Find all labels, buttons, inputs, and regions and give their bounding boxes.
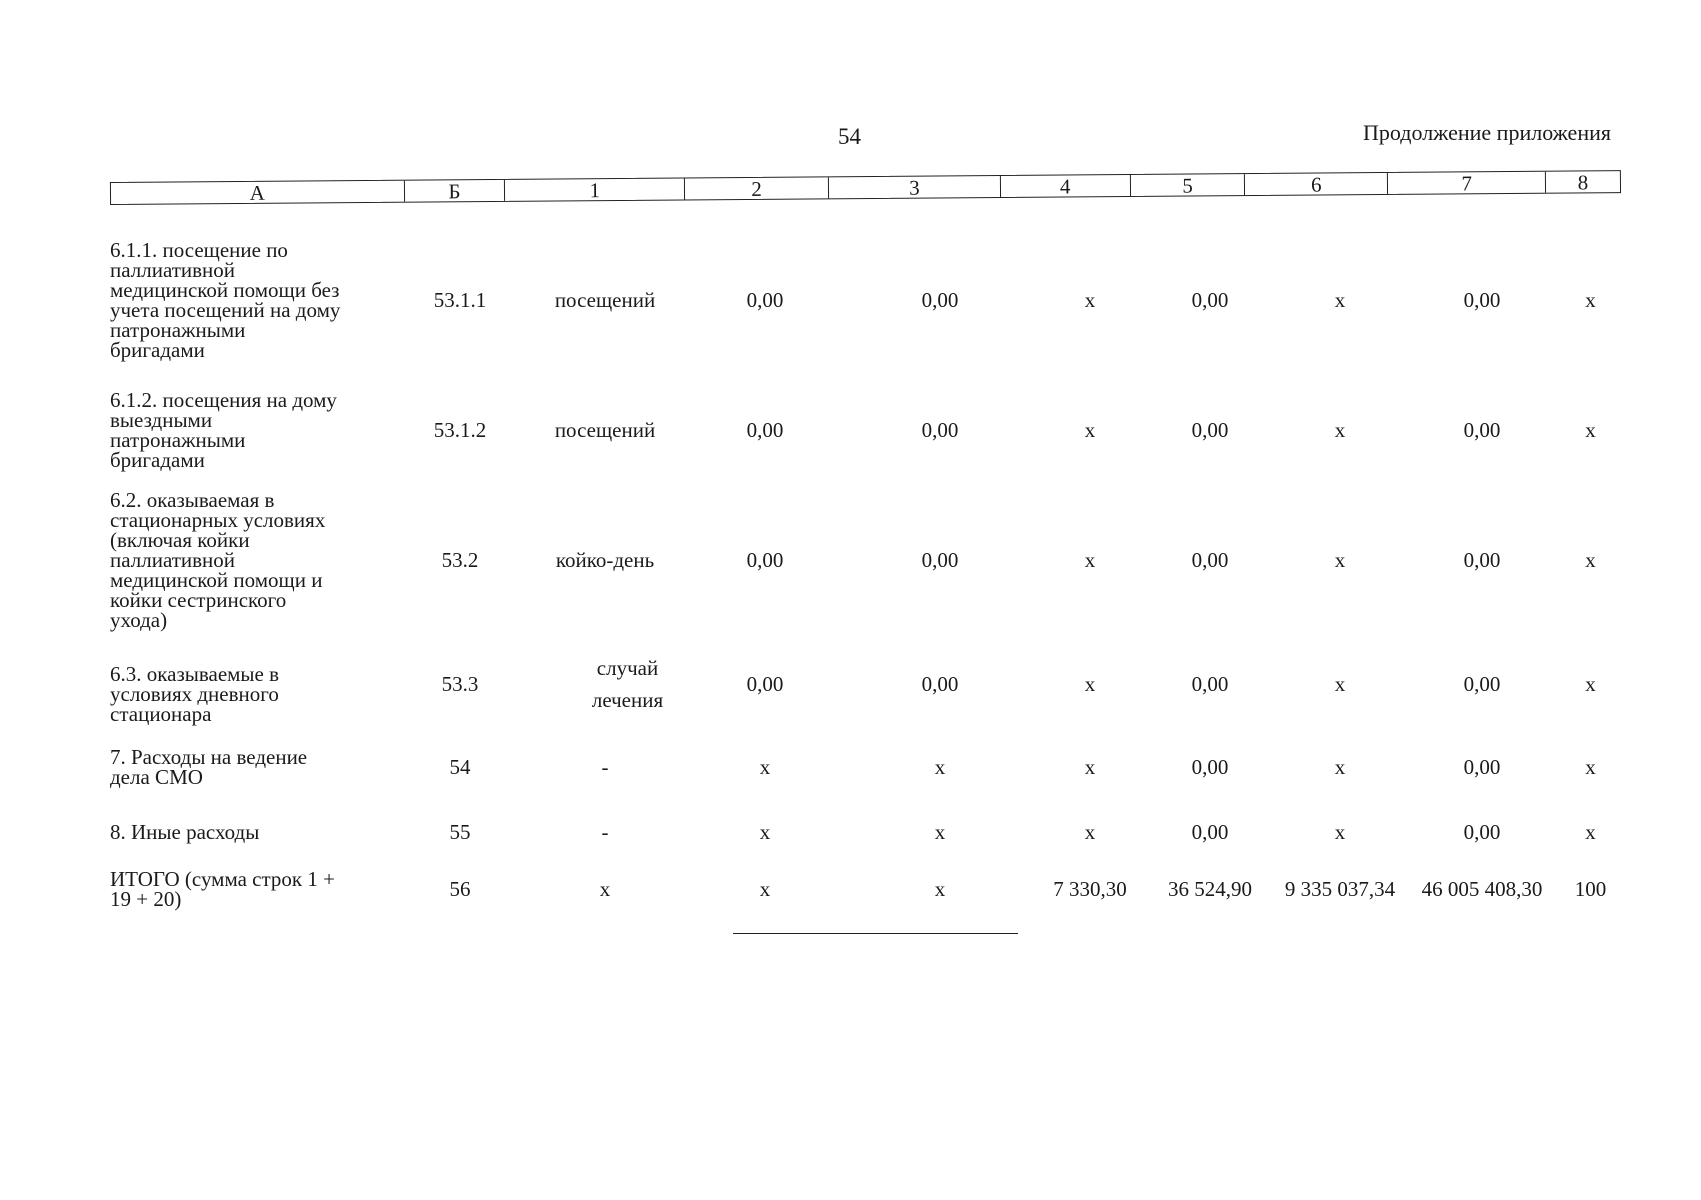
row-col-4: х (1084, 672, 1096, 696)
table-row (110, 238, 1621, 362)
row-unit: случай лечения (591, 656, 664, 712)
name-line: 7. Расходы на ведение (110, 745, 308, 769)
table-row (110, 742, 1621, 792)
row-col-4: х (1084, 288, 1096, 312)
row-col-6: 9 335 037,34 (1284, 877, 1396, 901)
row-code: 53.1.2 (433, 418, 487, 442)
row-unit: - (601, 755, 609, 779)
name-line: стационара (110, 702, 212, 726)
header-cell-1: 1 (505, 178, 685, 200)
name-line: дела СМО (110, 765, 203, 789)
row-col-3: 0,00 (921, 288, 959, 312)
row-col-4: 7 330,30 (1053, 877, 1127, 901)
row-code: 54 (449, 755, 471, 779)
row-col-4: х (1084, 755, 1096, 779)
row-col-7: 0,00 (1463, 418, 1501, 442)
name-line: учета посещений на дому (110, 298, 341, 322)
row-col-2: х (759, 877, 771, 901)
row-name-cell (110, 862, 390, 916)
row-col-5: 0,00 (1191, 672, 1229, 696)
name-line: бригадами (110, 338, 205, 362)
row-col-6: х (1334, 288, 1346, 312)
row-col-5: 0,00 (1191, 548, 1229, 572)
row-unit: посещений (554, 288, 656, 312)
row-col-4: х (1084, 418, 1096, 442)
name-line: медицинской помощи и (110, 568, 323, 592)
row-unit: х (599, 877, 611, 901)
row-name-cell (110, 388, 390, 472)
header-cell-a: А (111, 181, 405, 204)
row-name-cell (110, 488, 390, 632)
row-col-8: х (1585, 418, 1596, 442)
row-col-6: х (1334, 548, 1346, 572)
name-line: паллиативной (110, 258, 236, 282)
row-col-7: 0,00 (1463, 288, 1501, 312)
row-col-3: 0,00 (921, 672, 959, 696)
name-line: 6.2. оказываемая в (110, 488, 275, 512)
row-col-4: х (1084, 548, 1096, 572)
row-unit: - (601, 820, 609, 844)
row-col-2: х (759, 820, 771, 844)
row-col-7: 46 005 408,30 (1421, 877, 1543, 901)
row-col-6: х (1334, 418, 1346, 442)
name-line: бригадами (110, 448, 205, 472)
header-cell-8: 8 (1577, 170, 1589, 195)
row-col-7: 0,00 (1463, 755, 1501, 779)
table-row (110, 388, 1621, 472)
name-line: ухода) (110, 608, 168, 632)
table-row (110, 640, 1621, 728)
table-header-row (110, 170, 1621, 205)
row-code: 53.1.1 (433, 288, 487, 312)
row-code: 56 (449, 877, 471, 901)
row-col-2: 0,00 (746, 288, 784, 312)
header-cell-b: Б (405, 180, 506, 202)
name-line: выездными (110, 408, 213, 432)
row-col-2: 0,00 (746, 418, 784, 442)
name-line: ИТОГО (сумма строк 1 + (110, 867, 335, 891)
row-col-6: х (1334, 755, 1346, 779)
header-cell-7: 7 (1388, 172, 1546, 194)
row-name-cell (110, 238, 390, 362)
row-col-2: х (759, 755, 771, 779)
row-unit: койко-день (555, 548, 655, 572)
continuation-label: Продолжение приложения (1363, 120, 1611, 145)
row-col-6: х (1334, 672, 1346, 696)
row-col-8: х (1585, 755, 1596, 779)
name-line: патронажными (110, 318, 246, 342)
row-col-3: х (934, 877, 946, 901)
row-col-4: х (1084, 820, 1096, 844)
name-line: 6.1.1. посещение по (110, 238, 288, 262)
name-line: койки сестринского (110, 588, 287, 612)
row-col-8: х (1585, 288, 1596, 312)
row-col-5: 36 524,90 (1168, 877, 1252, 901)
row-col-2: 0,00 (746, 672, 784, 696)
row-col-8: х (1585, 820, 1596, 844)
table-row (110, 862, 1621, 916)
row-col-2: 0,00 (746, 548, 784, 572)
row-code: 53.2 (441, 548, 479, 572)
row-unit: посещений (554, 418, 656, 442)
name-line: патронажными (110, 428, 246, 452)
name-line: паллиативной (110, 548, 236, 572)
row-col-5: 0,00 (1191, 755, 1229, 779)
row-col-8: х (1585, 672, 1596, 696)
header-cell-4: 4 (1001, 175, 1131, 197)
row-name-cell (110, 742, 390, 792)
row-name-cell (110, 640, 390, 728)
page-number: 54 (838, 124, 861, 149)
name-line: (включая койки (110, 528, 250, 552)
footer-separator-line (733, 933, 1018, 934)
name-line: 8. Иные расходы (110, 820, 260, 844)
header-cell-5: 5 (1131, 174, 1246, 196)
row-col-3: 0,00 (921, 548, 959, 572)
row-col-8: х (1585, 548, 1596, 572)
row-col-6: х (1334, 820, 1346, 844)
header-cell-3: 3 (829, 176, 1001, 198)
name-line: стационарных условиях (110, 508, 326, 532)
header-cell-6: 6 (1245, 173, 1388, 195)
row-col-7: 0,00 (1463, 672, 1501, 696)
row-col-3: х (934, 820, 946, 844)
row-col-3: 0,00 (921, 418, 959, 442)
name-line: условиях дневного (110, 682, 279, 706)
row-col-5: 0,00 (1191, 418, 1229, 442)
table-row (110, 812, 1621, 852)
row-col-8: 100 (1574, 877, 1607, 901)
row-code: 53.3 (441, 672, 479, 696)
row-col-5: 0,00 (1191, 288, 1229, 312)
name-line: медицинской помощи без (110, 278, 340, 302)
row-code: 55 (449, 820, 471, 844)
name-line: 6.1.2. посещения на дому (110, 388, 337, 412)
table-row (110, 488, 1621, 632)
row-col-3: х (934, 755, 946, 779)
row-col-7: 0,00 (1463, 820, 1501, 844)
row-name-cell (110, 812, 390, 852)
name-line: 19 + 20) (110, 887, 182, 911)
header-cell-2: 2 (685, 177, 829, 199)
name-line: 6.3. оказываемые в (110, 662, 280, 686)
row-col-7: 0,00 (1463, 548, 1501, 572)
row-col-5: 0,00 (1191, 820, 1229, 844)
